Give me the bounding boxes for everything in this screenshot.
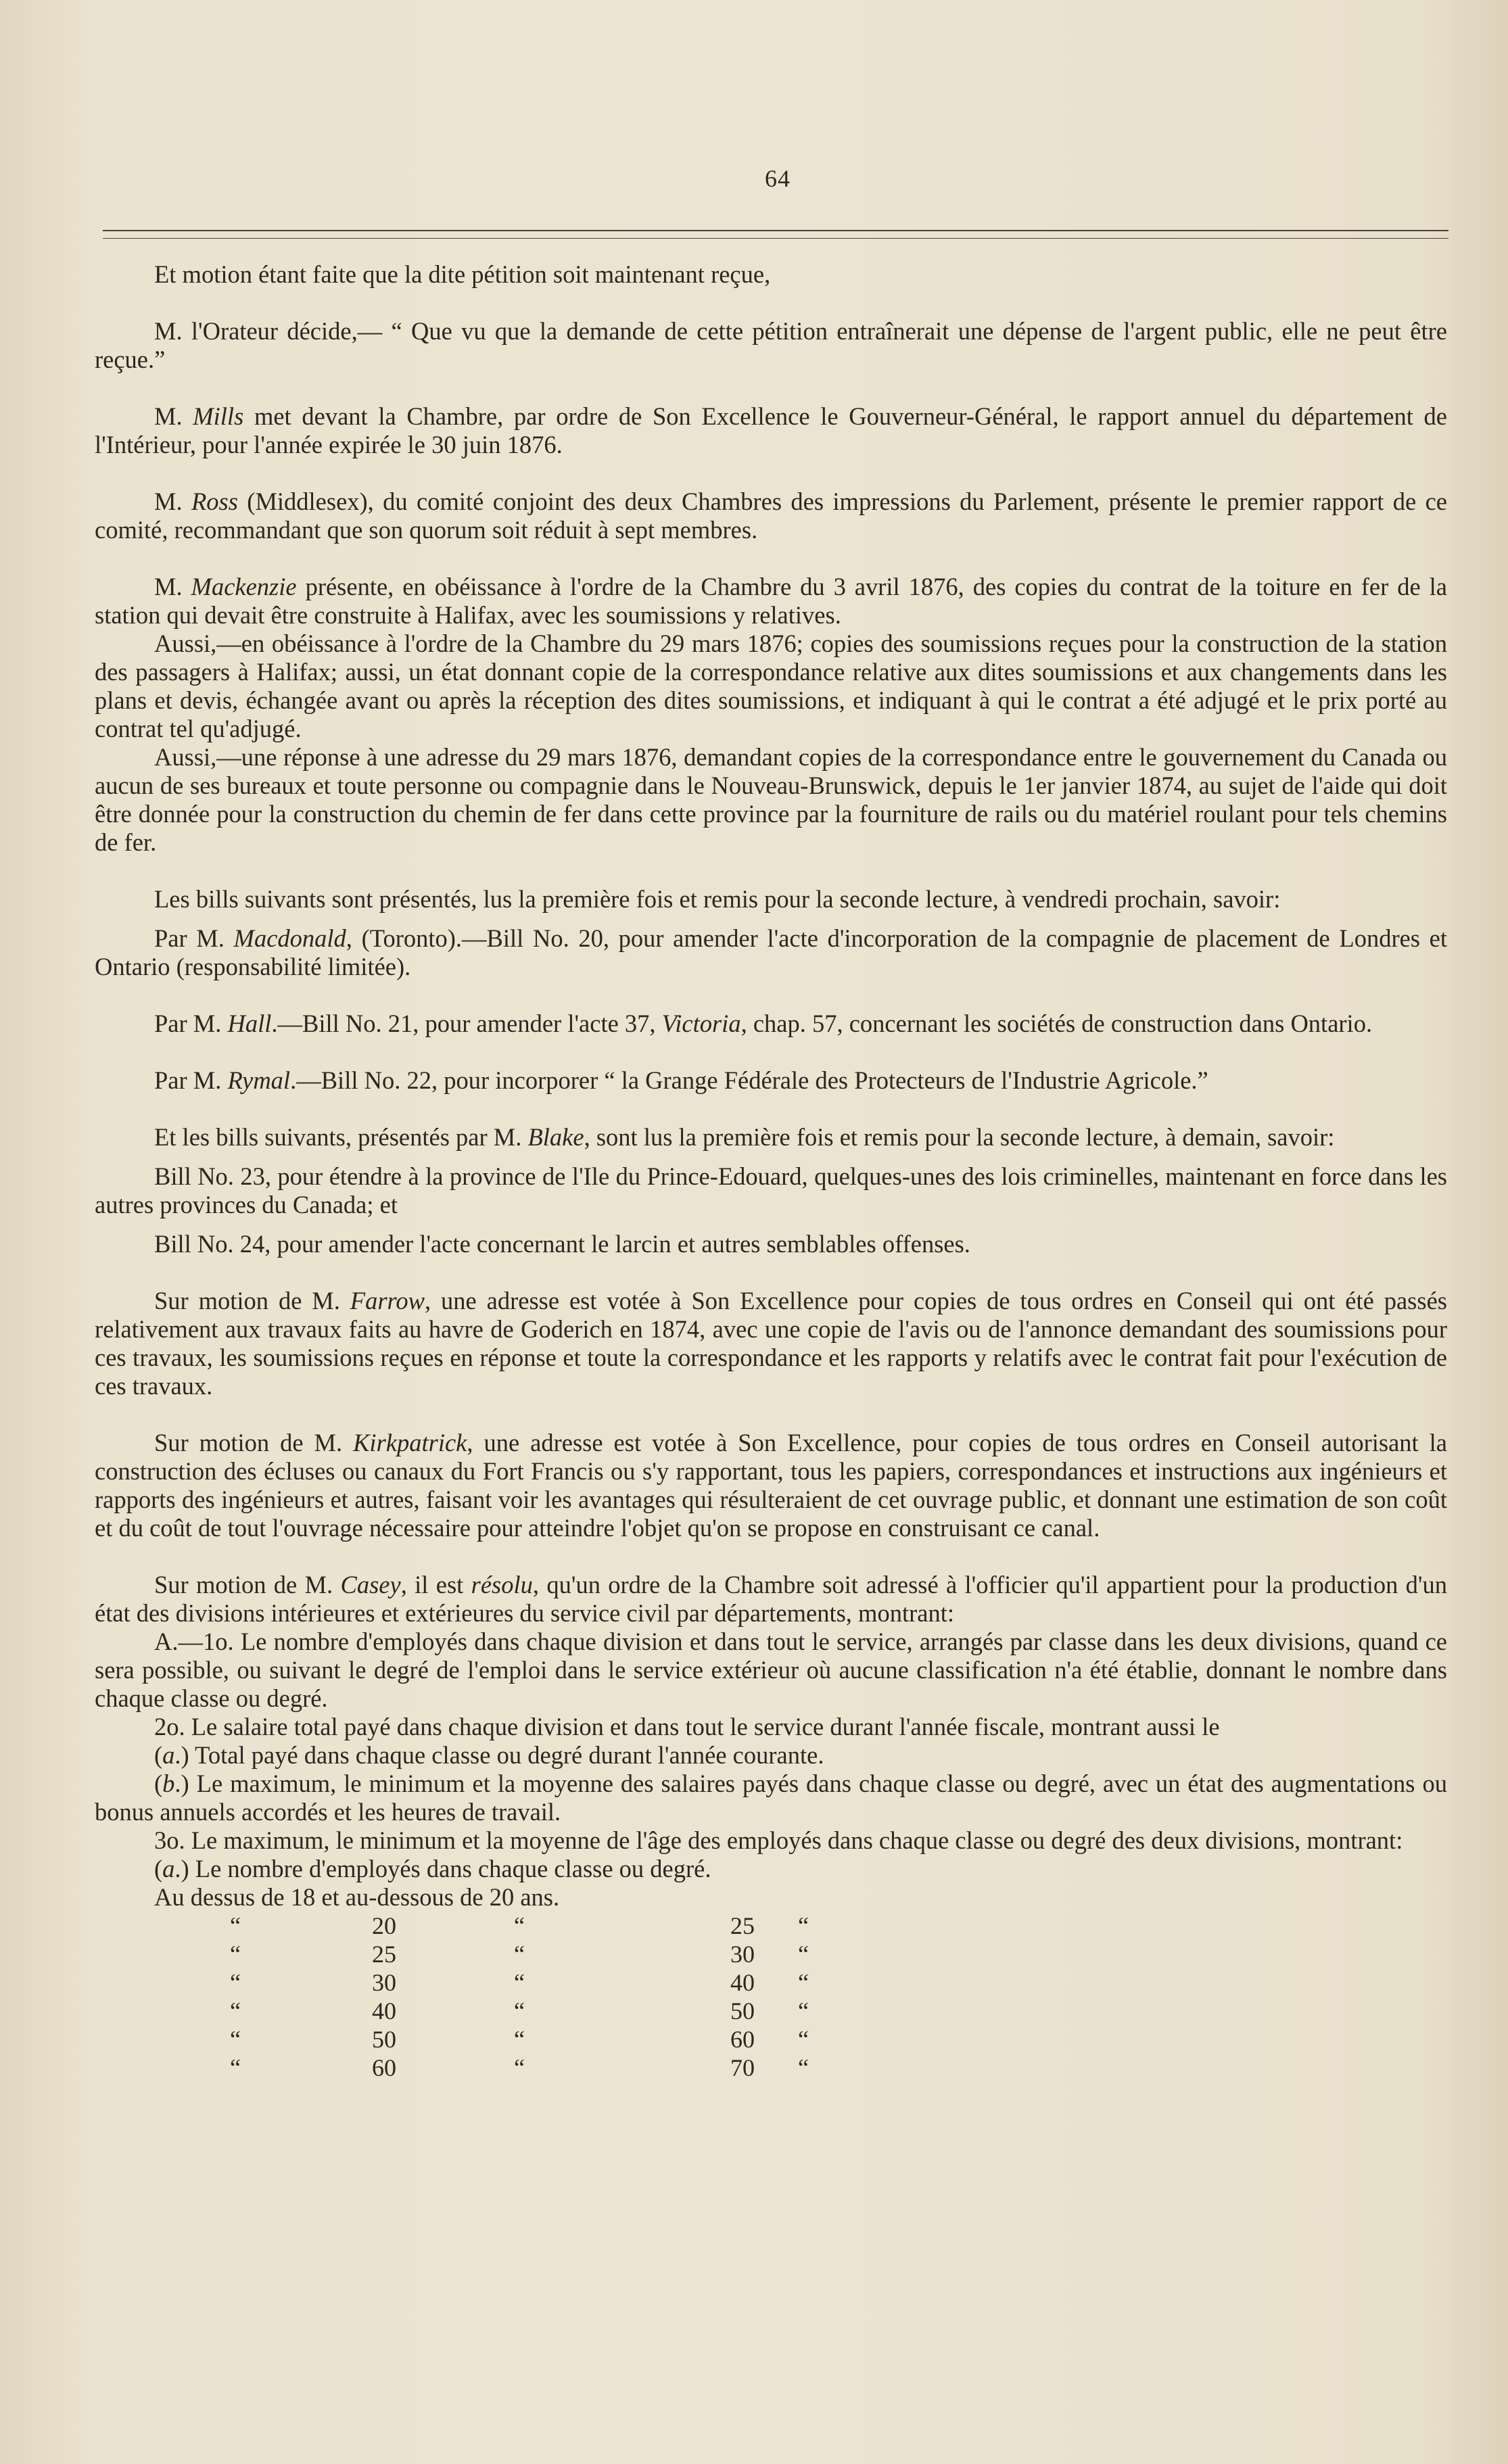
- member-name: Casey: [340, 1571, 401, 1598]
- age-range-cell: “: [514, 2026, 525, 2053]
- age-range-cell: “: [798, 1997, 809, 2024]
- age-range-cell: 60: [730, 2026, 755, 2053]
- bill-21-paragraph: Par M. Hall.—Bill No. 21, pour amender l'acte 37, Victoria, chap. 57, concernant les sociétés de construction dans Ontario.: [154, 1010, 1373, 1037]
- age-range-cell: 30: [730, 1941, 755, 1968]
- age-range-cell: 25: [372, 1941, 396, 1968]
- member-name: Mills: [193, 402, 244, 430]
- age-range-cell: 20: [372, 1912, 396, 1939]
- section-a-3-paragraph: 3o. Le maximum, le minimum et la moyenne de l'âge des employés dans chaque classe ou degré des deux divisions, montrant:: [154, 1826, 1403, 1854]
- age-range-cell: “: [514, 1912, 525, 1939]
- member-name: Ross: [191, 488, 238, 515]
- age-range-cell: “: [798, 1969, 809, 1996]
- item-a-paragraph: (a.) Total payé dans chaque classe ou degré durant l'année courante.: [154, 1741, 824, 1769]
- age-range-cell: “: [230, 1912, 241, 1939]
- ross-report-paragraph: M. Ross (Middlesex), du comité conjoint des deux Chambres des impressions du Parlement, présente le premier rapport de ce comité, recommandant que son quorum soit réduit à sept membres.: [95, 488, 1447, 544]
- age-range-cell: “: [230, 2026, 241, 2053]
- header-rule-thin: [103, 238, 1448, 239]
- bill-23-paragraph: Bill No. 23, pour étendre à la province de l'Ile du Prince-Edouard, quelques-unes des lois criminelles, maintenant en force dans les autres provinces du Canada; et: [95, 1162, 1447, 1218]
- member-name: Rymal: [227, 1066, 291, 1094]
- age-range-row: [230, 1968, 866, 1997]
- age-range-cell: 25: [730, 1912, 755, 1939]
- bill-20-paragraph: Par M. Macdonald, (Toronto).—Bill No. 20, pour amender l'acte d'incorporation de la compagnie de placement de Londres et Ontario (responsabilité limitée).: [95, 924, 1448, 980]
- kirkpatrick-motion-paragraph: Sur motion de M. Kirkpatrick, une adresse est votée à Son Excellence, pour copies de tous ordres en Conseil autorisant la construction des écluses ou canaux du Fort Francis ou s'y rapportant, tous les papiers, correspondances et instructions aux ingénieurs et rapports des ingénieurs et autres, faisant voir les avantages qui résulteraient de cet ouvrage public, et donnant une estimation de son coût et du coût de tout l'ouvrage nécessaire pour atteindre l'objet qu'on se propose en construisant ce canal.: [95, 1429, 1447, 1542]
- age-range-cell: 70: [730, 2054, 755, 2081]
- section-a-2-paragraph: 2o. Le salaire total payé dans chaque division et dans tout le service durant l'année fiscale, montrant aussi le: [154, 1713, 1220, 1740]
- age-range-cell: “: [798, 1941, 809, 1968]
- age-range-cell: “: [514, 1997, 525, 2024]
- age-range-cell: “: [514, 2054, 525, 2081]
- member-name: Blake: [527, 1123, 584, 1151]
- motion-paragraph: Et motion étant faite que la dite pétition soit maintenant reçue,: [154, 260, 771, 288]
- blake-bills-paragraph: Et les bills suivants, présentés par M. Blake, sont lus la première fois et remis pour la seconde lecture, à demain, savoir:: [154, 1123, 1335, 1151]
- member-name: Kirkpatrick: [353, 1429, 467, 1456]
- age-range-cell: 40: [372, 1997, 396, 2024]
- mills-report-paragraph: M. Mills met devant la Chambre, par ordre de Son Excellence le Gouverneur-Général, le rapport annuel du département de l'Intérieur, pour l'année expirée le 30 juin 1876.: [95, 402, 1447, 458]
- bills-intro-paragraph: Les bills suivants sont présentés, lus la première fois et remis pour la seconde lecture, à vendredi prochain, savoir:: [154, 885, 1281, 913]
- age-range-row: [230, 2025, 866, 2054]
- aussi-paragraph-1: Aussi,—en obéissance à l'ordre de la Chambre du 29 mars 1876; copies des soumissions reçues pour la construction de la station des passagers à Halifax; aussi, un état donnant copie de la correspondance relative aux dites soumissions et aux changements dans les plans et devis, échangée avant ou après la réception des dites soumissions, et indiquant à qui le contrat a été adjugé et le prix porté au contrat tel qu'adjugé.: [95, 630, 1447, 742]
- age-range-row: [230, 1912, 866, 1940]
- page-body: [95, 260, 1447, 2082]
- speaker-ruling-paragraph: M. l'Orateur décide,— “ Que vu que la demande de cette pétition entraînerait une dépense de l'argent public, elle ne peut être reçue.”: [95, 317, 1447, 373]
- casey-motion-paragraph: Sur motion de M. Casey, il est résolu, qu'un ordre de la Chambre soit adressé à l'officier qu'il appartient pour la production d'un état des divisions intérieures et extérieures du service civil par départements, montrant:: [95, 1571, 1447, 1627]
- age-range-cell: “: [798, 1912, 809, 1939]
- age-range-row: [230, 1997, 866, 2025]
- age-range-cell: “: [230, 1997, 241, 2024]
- age-range-cell: “: [230, 2054, 241, 2081]
- page-number: 64: [765, 165, 791, 192]
- age-range-cell: “: [230, 1969, 241, 1996]
- age-range-row: [230, 2054, 866, 2082]
- age-range-cell: 40: [730, 1969, 755, 1996]
- age-range-cell: “: [230, 1941, 241, 1968]
- bill-24-paragraph: Bill No. 24, pour amender l'acte concernant le larcin et autres semblables offenses.: [154, 1230, 970, 1258]
- age-range-row: [230, 1940, 866, 1968]
- age-range-cell: “: [514, 1941, 525, 1968]
- age-range-cell: “: [798, 2026, 809, 2053]
- bill-22-paragraph: Par M. Rymal.—Bill No. 22, pour incorporer “ la Grange Fédérale des Protecteurs de l'Industrie Agricole.”: [154, 1066, 1208, 1094]
- age-range-cell: 50: [730, 1997, 755, 2024]
- member-name: Hall: [227, 1010, 272, 1037]
- farrow-motion-paragraph: Sur motion de M. Farrow, une adresse est votée à Son Excellence pour copies de tous ordres en Conseil qui ont été passés relativement aux travaux faits au havre de Goderich en 1874, avec une copie de l'avis ou de l'annonce demandant des soumissions pour ces travaux, les soumissions reçues en réponse et toute la correspondance et les rapports y relatifs avec le contrat fait pour l'exécution de ces travaux.: [95, 1287, 1447, 1400]
- member-name: Mackenzie: [191, 573, 297, 600]
- age-range-cell: “: [798, 2054, 809, 2081]
- age-range-cell: “: [514, 1969, 525, 1996]
- section-a-1-paragraph: A.—1o. Le nombre d'employés dans chaque division et dans tout le service, arrangés par classe dans les deux divisions, quand ce sera possible, ou suivant le degré de l'emploi dans le service extérieur où aucune classification n'a été établie, donnant le nombre dans chaque classe ou degré.: [95, 1628, 1447, 1712]
- age-range-cell: 30: [372, 1969, 396, 1996]
- age-ranges-table: [230, 1912, 866, 2082]
- member-name: Farrow: [350, 1287, 425, 1314]
- item-b-paragraph: (b.) Le maximum, le minimum et la moyenne des salaires payés dans chaque classe ou degré, avec un état des augmentations ou bonus annuels accordés et les heures de travail.: [95, 1770, 1447, 1826]
- age-range-cell: 60: [372, 2054, 396, 2081]
- age-range-cell: 50: [372, 2026, 396, 2053]
- item-a-count-paragraph: (a.) Le nombre d'employés dans chaque classe ou degré.: [154, 1855, 711, 1882]
- age-range-intro: Au dessus de 18 et au-dessous de 20 ans.: [154, 1883, 560, 1911]
- mackenzie-paragraph: M. Mackenzie présente, en obéissance à l'ordre de la Chambre du 3 avril 1876, des copies du contrat de la toiture en fer de la station qui devait être construite à Halifax, avec les soumissions y relatives.: [95, 573, 1447, 629]
- member-name: Macdonald: [233, 924, 346, 952]
- aussi-paragraph-2: Aussi,—une réponse à une adresse du 29 mars 1876, demandant copies de la correspondance entre le gouvernement du Canada ou aucun de ses bureaux et toute personne ou compagnie dans le Nouveau-Brunswick, depuis le 1er janvier 1874, au sujet de l'aide qui doit être donnée pour la construction du chemin de fer dans cette province par la fourniture de rails ou du matériel roulant pour tels chemins de fer.: [95, 743, 1447, 856]
- header-rule: [103, 230, 1448, 231]
